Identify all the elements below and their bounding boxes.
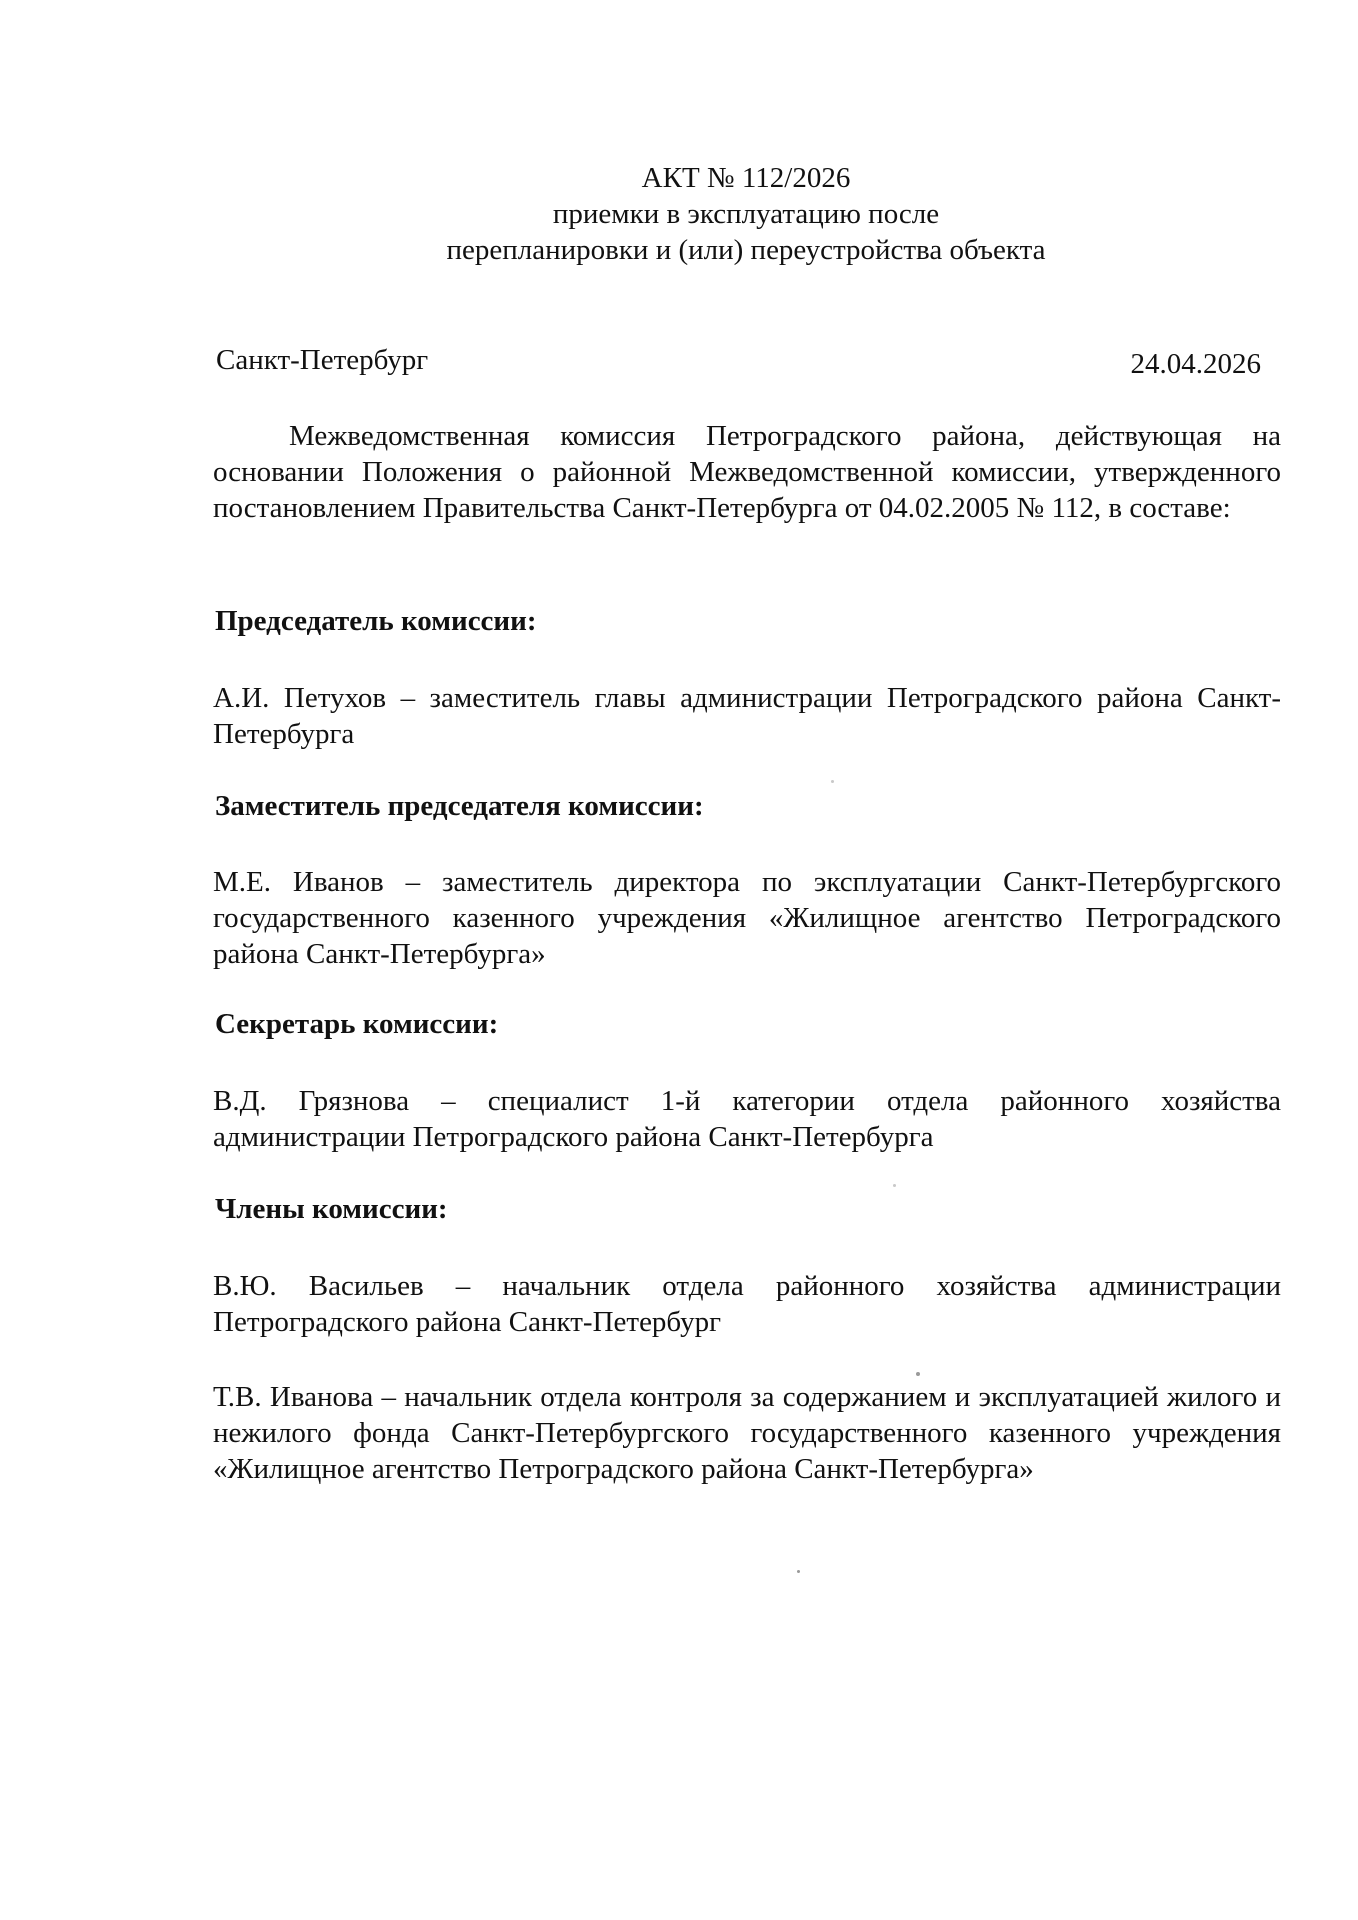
deputy-paragraph: М.Е. Иванов – заместитель директора по эксплуатации Санкт-Петербургского государственного казенного учреждения «Жилищное агентство Петроградского района Санкт-Петербурга» [213,866,1281,970]
member-paragraph-vasiliev: В.Ю. Васильев – начальник отдела районного хозяйства администрации Петроградского района Санкт-Петербург [213,1270,1281,1338]
scan-speck [893,1184,896,1187]
intro-paragraph: Межведомственная комиссия Петроградского района, действующая на основании Положения о районной Межведомственной комиссии, утвержденного постановлением Правительства Санкт-Петербурга от 04.02.2005 № 112, в составе: [213,420,1281,524]
scan-speck [797,1570,800,1573]
secretary-paragraph: В.Д. Грязнова – специалист 1-й категории отдела районного хозяйства администрации Петроградского района Санкт-Петербурга [213,1085,1281,1153]
act-subtitle-line1: приемки в эксплуатацию после [552,198,940,230]
chairman-paragraph: А.И. Петухов – заместитель главы администрации Петроградского района Санкт-Петербурга [213,682,1281,750]
city-name: Санкт-Петербург [216,344,429,376]
deputy-heading: Заместитель председателя комиссии: [215,790,704,822]
act-date: 24.04.2026 [1130,348,1261,380]
member-paragraph-ivanova: Т.В. Иванова – начальник отдела контроля за содержанием и эксплуатацией жилого и нежилого фонда Санкт-Петербургского государственного казенного учреждения «Жилищное агентство Петроградского района Санкт-Петербурга» [213,1381,1281,1485]
act-title-block [0,160,1358,268]
secretary-heading: Секретарь комиссии: [215,1008,499,1040]
act-title: АКТ № 112/2026 [641,162,851,194]
act-subtitle-line2: перепланировки и (или) переустройства объекта [446,234,1046,266]
members-heading: Члены комиссии: [215,1193,448,1225]
chairman-heading: Председатель комиссии: [215,605,537,637]
scan-speck [831,780,834,783]
scan-speck [916,1372,920,1376]
